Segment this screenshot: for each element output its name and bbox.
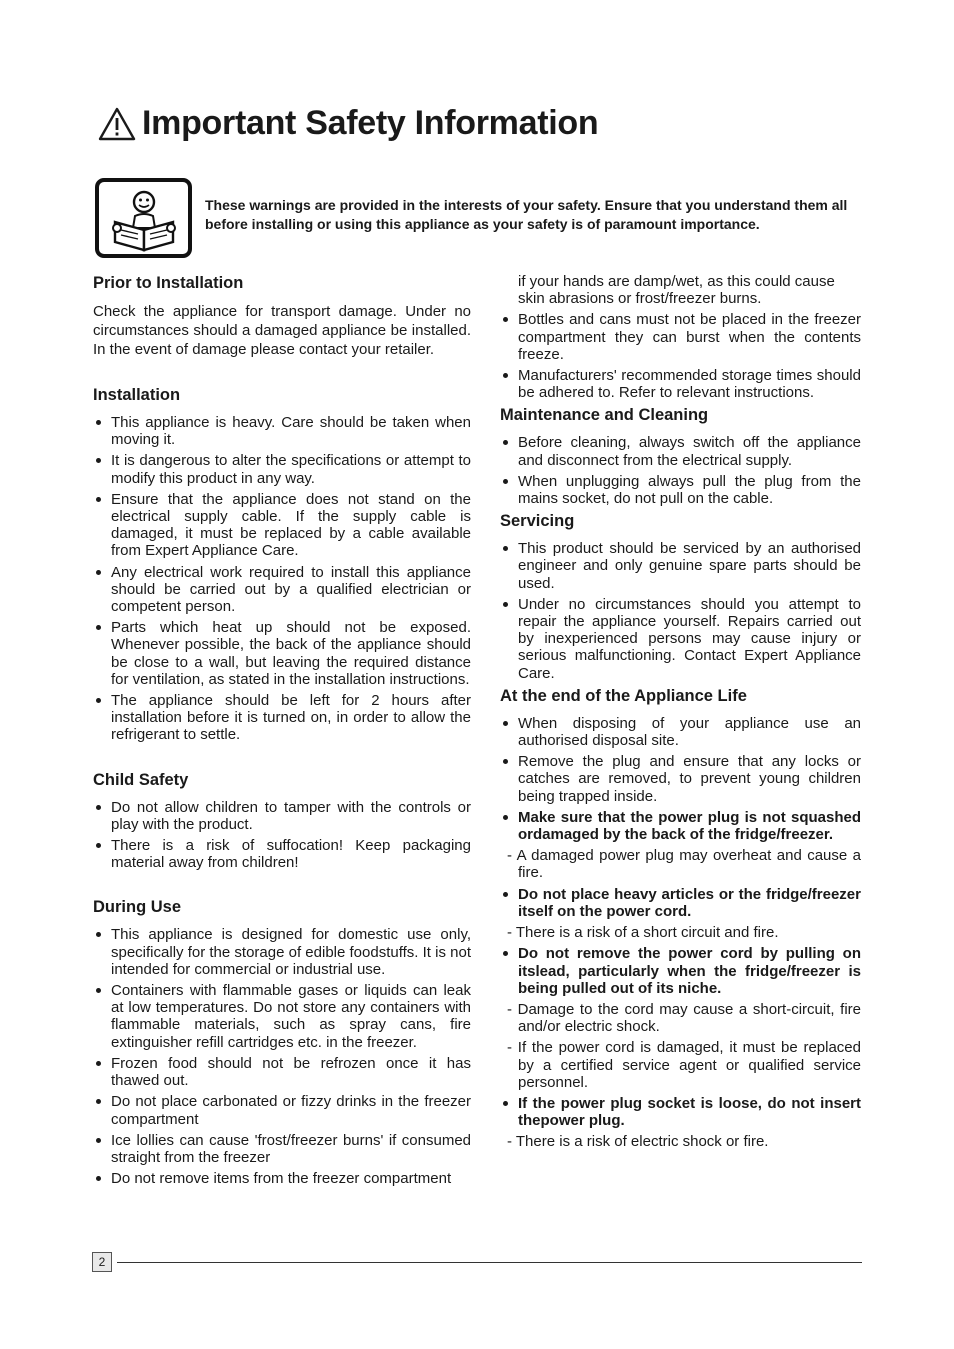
- child-safety-list: [93, 799, 471, 872]
- prior-installation-text: Check the appliance for transport damage. Under no circumstances should a damaged appliance be installed. In the event of damage please contact your retailer.: [93, 303, 471, 358]
- list-item: Do not remove items from the freezer compartment: [93, 1170, 471, 1187]
- during-use-list: [93, 926, 471, 1187]
- installation-list: [93, 414, 471, 744]
- list-item: Containers with flammable gases or liquids can leak at low temperatures. Do not store any containers with flammable materials, such as spray cans, fire extinguisher refill cartridges etc. in the freezer.: [93, 982, 471, 1051]
- warning-triangle-icon: [98, 107, 136, 141]
- heading-installation: Installation: [93, 386, 181, 404]
- heading-prior-installation: Prior to Installation: [93, 274, 244, 292]
- list-item: Do not allow children to tamper with the controls or play with the product.: [93, 799, 471, 833]
- list-item: When unplugging always pull the plug from the mains socket, do not pull on the cable.: [500, 473, 861, 507]
- list-item-bold: Do not remove the power cord by pulling on itslead, particularly when the fridge/freezer is being pulled out of its niche.: [500, 945, 861, 997]
- list-item: The appliance should be left for 2 hours after installation before it is turned on, in order to allow the refrigerant to settle.: [93, 692, 471, 744]
- intro-warning: These warnings are provided in the interests of your safety. Ensure that you understand them all before installing or using this appliance as your safety is of paramount importance.: [205, 197, 848, 232]
- list-item: It is dangerous to alter the specifications or attempt to modify this product in any way.: [93, 452, 471, 486]
- note: - If the power cord is damaged, it must be replaced by a certified service agent or qualified service personnel.: [507, 1039, 861, 1091]
- list-item: Before cleaning, always switch off the appliance and disconnect from the electrical supply.: [500, 434, 861, 468]
- list-item-bold: Make sure that the power plug is not squashed ordamaged by the back of the fridge/freezer.: [500, 809, 861, 843]
- end-of-life-list-3: [500, 945, 861, 997]
- heading-during-use: During Use: [93, 898, 182, 917]
- list-item: Ice lollies can cause 'frost/freezer burns' if consumed straight from the freezer: [93, 1132, 471, 1166]
- end-of-life-list-4: [500, 1095, 861, 1129]
- page-title-text: Important Safety Information: [142, 104, 599, 142]
- left-column: [93, 273, 471, 1191]
- heading-servicing: Servicing: [500, 512, 575, 531]
- list-item: Do not place carbonated or fizzy drinks in the freezer compartment: [93, 1093, 471, 1127]
- list-item-bold: Do not place heavy articles or the fridge/freezer itself on the power cord.: [500, 886, 861, 920]
- servicing-list: [500, 540, 861, 682]
- maintenance-list: [500, 434, 861, 507]
- list-item: This appliance is heavy. Care should be taken when moving it.: [93, 414, 471, 448]
- heading-child-safety: Child Safety: [93, 770, 189, 789]
- list-item: Parts which heat up should not be exposed. Whenever possible, the back of the appliance should be close to a wall, but leaving the required distance for ventilation, as stated in the installation instructions.: [93, 619, 471, 688]
- list-item: This product should be serviced by an authorised engineer and only genuine spare parts should be used.: [500, 540, 861, 592]
- page-title: [98, 104, 598, 143]
- footer-rule: [117, 1262, 862, 1263]
- note: - There is a risk of a short circuit and fire.: [507, 924, 779, 942]
- list-item: Under no circumstances should you attempt to repair the appliance yourself. Repairs carried out by inexperienced persons may cause injury or serious malfunctioning. Contact Expert Appliance Care.: [500, 596, 861, 682]
- end-of-life-list-2: [500, 886, 861, 920]
- right-column: [500, 273, 861, 1155]
- during-use-list-continued: [500, 311, 861, 401]
- list-item: When disposing of your appliance use an authorised disposal site.: [500, 715, 861, 749]
- list-item: Remove the plug and ensure that any locks or catches are removed, to prevent young children being trapped inside.: [500, 753, 861, 805]
- read-instructions-icon: [95, 178, 192, 258]
- during-use-continuation: if your hands are damp/wet, as this could cause skin abrasions or frost/freezer burns.: [518, 273, 835, 308]
- list-item: Any electrical work required to install this appliance should be carried out by a qualified electrician or competent person.: [93, 564, 471, 616]
- list-item-bold: If the power plug socket is loose, do not insert thepower plug.: [500, 1095, 861, 1129]
- list-item: Manufacturers' recommended storage times should be adhered to. Refer to relevant instructions.: [500, 367, 861, 401]
- list-item: Frozen food should not be refrozen once it has thawed out.: [93, 1055, 471, 1089]
- list-item: There is a risk of suffocation! Keep packaging material away from children!: [93, 837, 471, 871]
- note: - Damage to the cord may cause a short-circuit, fire and/or electric shock.: [507, 1000, 861, 1036]
- note: - A damaged power plug may overheat and cause a fire.: [507, 847, 861, 882]
- list-item: Bottles and cans must not be placed in the freezer compartment they can burst when the contents freeze.: [500, 311, 861, 363]
- list-item: This appliance is designed for domestic use only, specifically for the storage of edible foodstuffs. It is not intended for commercial or industrial use.: [93, 926, 471, 978]
- page-number: 2: [92, 1252, 112, 1272]
- heading-end-of-life: At the end of the Appliance Life: [500, 686, 747, 705]
- heading-maintenance-cleaning: Maintenance and Cleaning: [500, 406, 709, 425]
- end-of-life-list: [500, 715, 861, 843]
- note: - There is a risk of electric shock or fire.: [507, 1133, 769, 1151]
- list-item: Ensure that the appliance does not stand on the electrical supply cable. If the supply cable is damaged, it must be replaced by a cable available from Expert Appliance Care.: [93, 491, 471, 560]
